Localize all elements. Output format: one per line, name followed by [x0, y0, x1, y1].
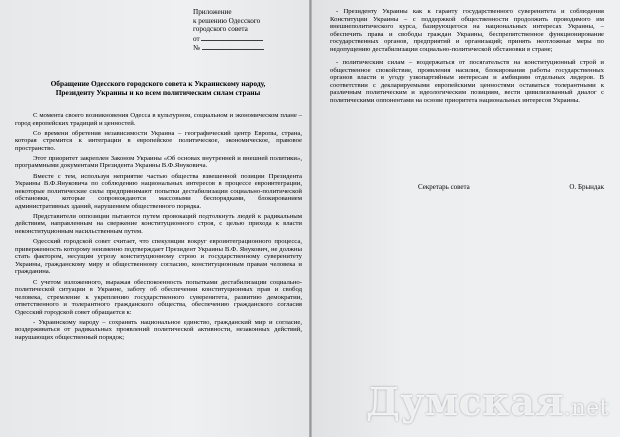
- paragraph: Этот приоритет закреплен Законом Украины «Об основах внутренней и внешней политики», программными документами Президента Украины В.Ф.Януковича.: [15, 154, 302, 170]
- paragraph: Со времени обретения независимости Украина – географический центр Европы, страна, которая стремится к интеграции в европейское политическое, экономическое, правовое пространство.: [15, 129, 302, 152]
- appendix-number-line: [193, 43, 303, 53]
- paragraph: - Президенту Украины как к гаранту государственного суверенитета и соблюдения Конституции Украины – с поддержкой общественности продолжить проводимого им внешнеполитического курса, базирующегося на национальных интересах Украины, – обеспечить права и свободы граждан Украины, беспрепятственное функционирование государственных органов, предприятий и организаций; принять неотложные меры по недопущению дестабилизации социально-политической обстановки в стране;: [330, 8, 604, 53]
- appendix-line-1: Приложение: [193, 8, 232, 16]
- signature-name: О. Брындак: [569, 183, 604, 191]
- paragraph: С момента своего возникновения Одесса в культурном, социальном и экономическом плане – город европейских традиций и ценностей.: [15, 112, 302, 127]
- appendix-line-3: городского совета: [193, 25, 248, 34]
- left-body-text: [15, 112, 302, 344]
- document-title: [18, 79, 298, 97]
- appendix-number-label: №: [193, 44, 200, 53]
- signature-row: [418, 183, 604, 191]
- site-watermark: [366, 379, 609, 424]
- watermark-tld: .net: [563, 396, 609, 421]
- title-line-2: Президенту Украины и ко всем политическим силам страны: [55, 88, 261, 97]
- watermark-brand: Думская: [366, 379, 564, 424]
- paragraph: - политическим силам – воздержаться от посягательств на конституционный строй и общественное спокойствие, проявления насилия, блокирования работы государственных органов власти в угоду узкопартийным интересам и амбициям отдельных лидеров. В соответствии с декларируемыми европейскими ценностями оставаться толерантными к различным политическим и идеологическим позициям, вести цивилизованный диалог с политическими оппонентами на основе приоритета национальных интересов Украины.: [330, 59, 604, 105]
- right-body-text: [330, 8, 604, 111]
- appendix-date-line: [193, 34, 303, 44]
- paragraph: Представители оппозиции пытаются путем провокаций подтолкнуть людей к радикальным действиям, направленным на свержение конституционного строя, с целью прихода к власти неконституционным насильственным путем.: [15, 212, 302, 236]
- signature-role: Секретарь совета: [418, 183, 470, 191]
- date-blank: [201, 34, 263, 41]
- paragraph: С учетом изложенного, выражая обеспокоенность попытками дестабилизации социально-политической ситуации в Украине, заботу об обеспечении конституционных прав и свобод человека, стремление к укреплению государственного суверенитета, развитию демократии, ответственного и толерантного гражданского общества, обеспечению гражданского согласия Одесский городской совет обращается к:: [15, 278, 302, 316]
- paragraph: Вместе с тем, используя неприятие частью общества взвешенной позиции Президента Украины В.Ф.Януковича по соблюдению национальных интересов в процессе евроинтеграции, некоторые политические силы предпринимают попытки дестабилизации социально-политической обстановки, которые сопровождаются массовыми беспорядками, блокированием административных зданий, нарушением общественного порядка.: [15, 172, 302, 210]
- paragraph: - Украинскому народу – сохранять национальное единство, гражданский мир и согласие, воздерживаться от радикальных проявлений политической активности, незаконных действий, нарушающих общественный порядок;: [15, 318, 302, 341]
- title-line-1: Обращение Одесского городского совета к Украинскому народу,: [50, 79, 266, 88]
- number-blank: [202, 43, 264, 50]
- appendix-line-2: к решению Одесского: [193, 16, 261, 25]
- paragraph: Одесский городской совет считает, что спекуляции вокруг евроинтеграционного процесса, приверженность которому неизменно подтверждает Президент Украины В.Ф. Янукович, не должны стать фактором, несущим угрозу конституционному строю и государственному суверенитету Украины, гражданскому миру и общественному согласию, конституционным правам человека и гражданина.: [15, 238, 302, 276]
- appendix-block: [193, 8, 303, 53]
- appendix-from-label: от: [193, 34, 200, 43]
